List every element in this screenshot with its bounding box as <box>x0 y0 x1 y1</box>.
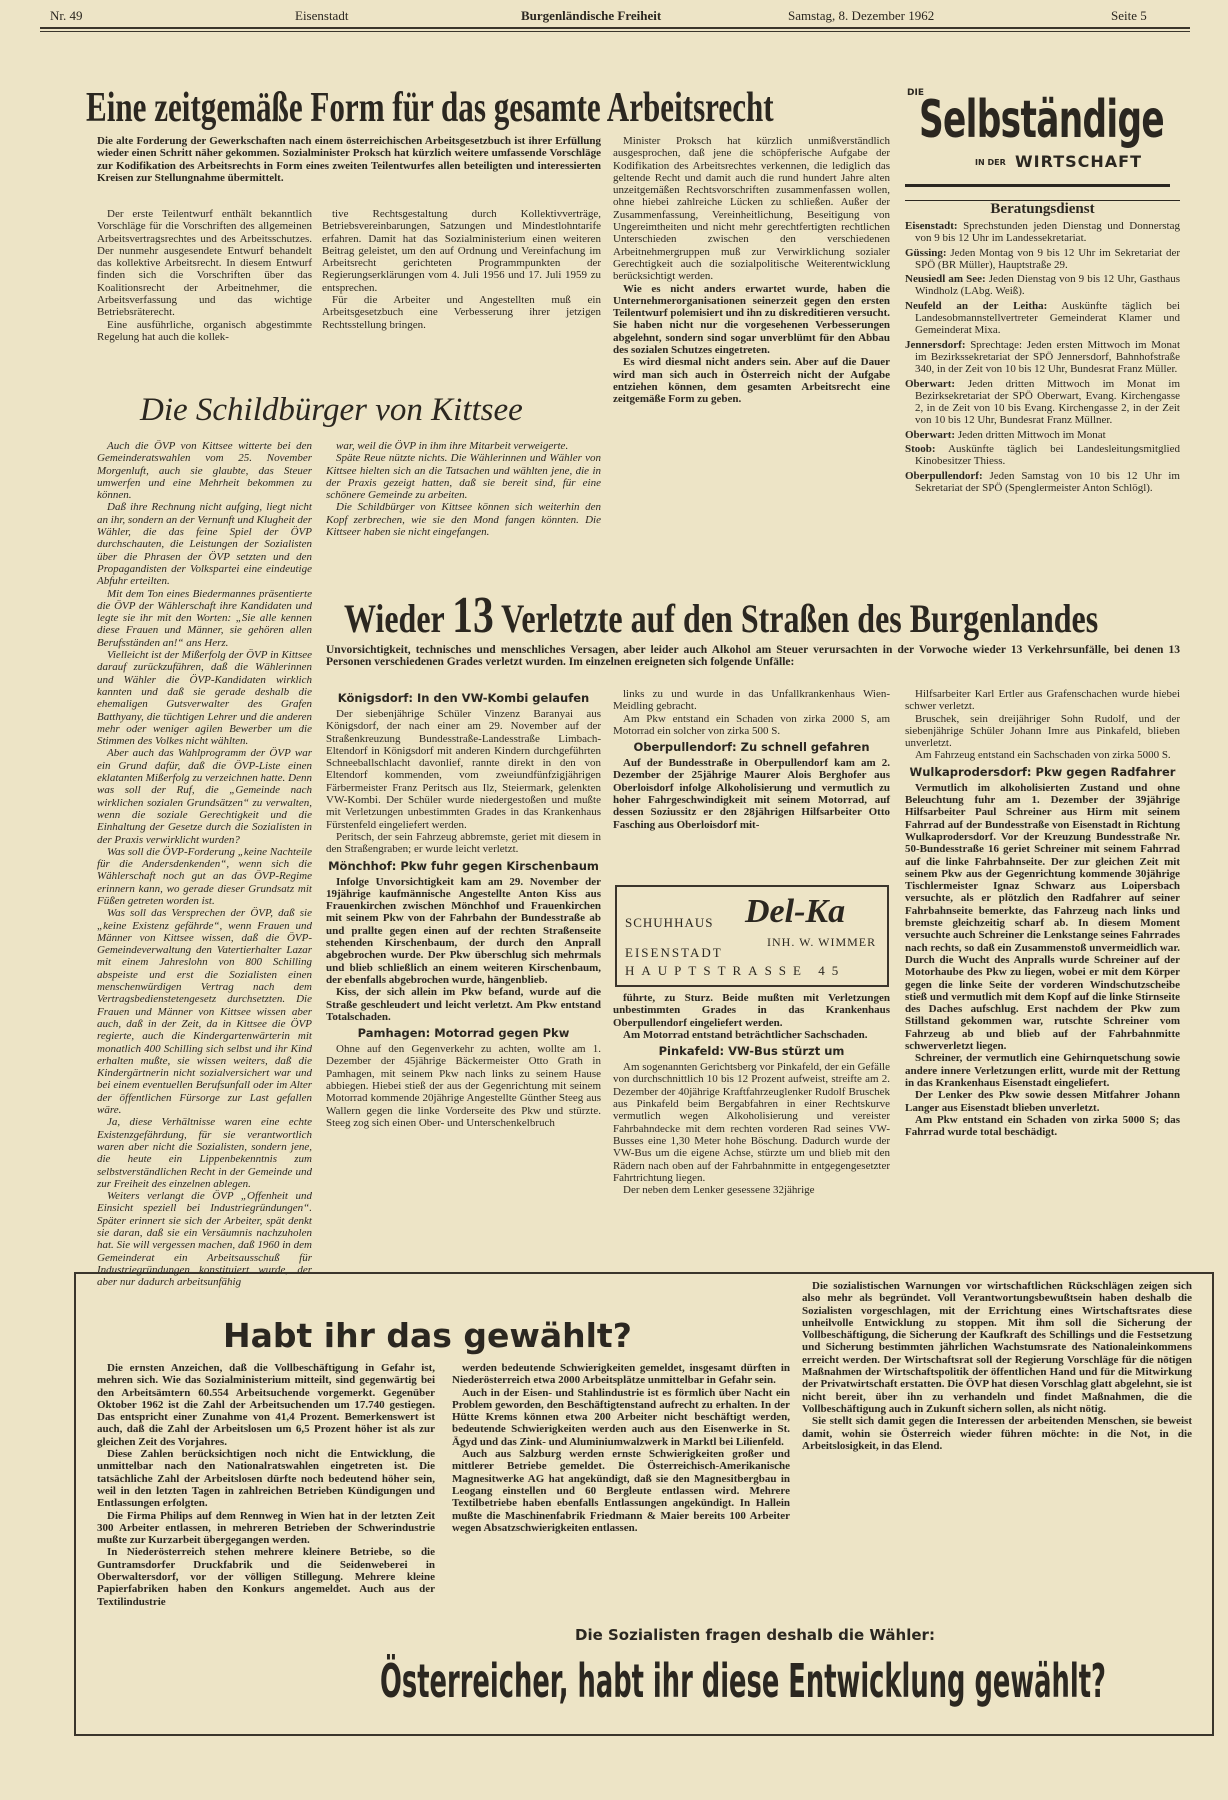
paragraph: Daß ihre Rechnung nicht aufging, liegt nicht an ihr, sondern an der Vernunft und Klugheit der Wähler, die das feine Spiel der ÖVP durchschauten, die Leistungen der Sozialisten über die Phrasen der ÖVP setzten und den Propagandisten der Volkspartei eine eindeutige Abfuhr erteilten. <box>97 501 312 588</box>
advertisement-delka <box>615 885 889 987</box>
paragraph: Die Firma Philips auf dem Rennweg in Wien hat in der letzten Zeit 300 Arbeiter entlassen, in mehreren Betrieben der Schwerindustrie mußte zur Kurzarbeit übergegangen werden. <box>97 1509 435 1547</box>
beratung-entry <box>905 273 1180 298</box>
paragraph: führte, zu Sturz. Beide mußten mit Verletzungen unbestimmten Grades in das Krankenhaus Oberpullendorf eingeliefert werden. <box>613 992 890 1029</box>
gewaehlt-col2 <box>452 1362 790 1624</box>
paragraph: Sie stellt sich damit gegen die Interessen der arbeitenden Menschen, sie beweist damit, wohin sie Österreich wieder führen möchte: in die Not, in die Arbeitslosigkeit, in das Elend. <box>802 1415 1192 1452</box>
header-rule-thin <box>40 31 1190 32</box>
paragraph: Hilfsarbeiter Karl Ertler aus Grafenschachen wurde hiebei schwer verletzt. <box>905 688 1180 713</box>
beratung-text: Jeden Montag von 9 bis 12 Uhr im Sekretariat der SPÖ (BR Müller), Hauptstraße 29. <box>915 246 1180 271</box>
paragraph: Eine ausführliche, organisch abgestimmte Regelung hat auch die kollek- <box>97 318 312 343</box>
paragraph: Ohne auf den Gegenverkehr zu achten, wollte am 1. Dezember der 45jährige Bäckermeister Otto Grath in Pamhagen, mit seinem Pkw nach links zu seinem Hause abbiegen. Hiebei stieß der aus der Gegenrichtung mit seinem Motorrad kommende 20jährige Angestellte Günther Steeg aus Wallern gegen die linke Vorderseite des Pkw und stürzte. Steeg zog sich einen Ober- und Unterschenkelbruch <box>326 1043 601 1129</box>
paragraph: Vielleicht ist der Mißerfolg der ÖVP in Kittsee darauf zurückzuführen, daß die Wählerinnen und Wähler die ÖVP-Kandidaten wirklich kannten und daß sie gerade deshalb die ehemaligen Gutsverwalter des Grafen Batthyany, die tüchtigen Lehrer und die anderen mehr oder weniger agilen Bewerber um die Stimmen des Volkes nicht wählten. <box>97 649 312 748</box>
arbeitsrecht-col2 <box>322 208 601 378</box>
beratung-place: Oberwart: <box>905 377 956 390</box>
paragraph: Auf der Bundesstraße in Oberpullendorf kam am 2. Dezember der 25jährige Maurer Alois Berghofer aus Oberloisdorf infolge Alkoholisierung und vermutlich zu hoher Fahrgeschwindigkeit mit seinem Motorrad, auf dessen Soziussitz er den 28jährigen Hilfsarbeiter Otto Fasching aus Oberloisdorf mit- <box>613 757 890 831</box>
paragraph: Auch aus Salzburg werden ernste Schwierigkeiten großer und mittlerer Betriebe gemeldet. Die Österreichisch-Amerikanische Magnesitwerke AG hat angekündigt, daß sie den Magnesitbergbau in Leogang einstellen und 60 Bergleute entlassen wird. Mehrere Textilbetriebe haben ebenfalls Entlassungen angekündigt. In Hallein mußte die Maschinenfabrik Friedmann & Maier bereits 100 Arbeiter wegen Absatzschwierigkeiten entlassen. <box>452 1448 790 1534</box>
paragraph: Auch die ÖVP von Kittsee witterte bei den Gemeinderatswahlen vom 25. November Morgenluft, auch sie glaubte, das Steuer umwerfen und eine Mehrheit bekommen zu können. <box>97 440 312 502</box>
beratung-text: Jeden Dienstag von 9 bis 12 Uhr, Gasthaus Windholz (LAbg. Weiß). <box>915 273 1181 298</box>
beratung-text: Jeden Samstag von 10 bis 12 Uhr im Sekretariat der SPÖ (Spenglermeister Anton Schlögl). <box>915 469 1180 494</box>
paragraph: Schreiner, der vermutlich eine Gehirnquetschung sowie andere innere Verletzungen erlitt, wurde mit der Rettung in das Krankenhaus Eisenstadt eingeliefert. <box>905 1052 1180 1089</box>
headline-part: Wieder <box>344 596 453 641</box>
beratungsdienst-list <box>905 220 1180 568</box>
gewaehlt-slogan: Österreicher, habt ihr diese Entwicklung gewählt? <box>380 1654 1106 1708</box>
paragraph: Mit dem Ton eines Biedermannes präsentierte die ÖVP der Wählerschaft ihre Kandidaten und legte sie ihr mit den Worten: „Sie alle kennen diese Frauen und Männer, sie gehören allen Berufsständen an!“ ans Herz. <box>97 587 312 649</box>
paragraph: links zu und wurde in das Unfallkrankenhaus Wien-Meidling gebracht. <box>613 688 890 713</box>
logo-wirtschaft: WIRTSCHAFT <box>1015 152 1142 171</box>
arbeitsrecht-col1 <box>97 208 312 378</box>
paragraph: Weiters verlangt die ÖVP „Offenheit und Einsicht speziell bei Industriegründungen“. Später erinnert sie sich der Arbeiter, spät denkt sie daran, daß sie ein Versäumnis nachzuholen hat. Sie will vergessen machen, daß 1960 in dem Gemeinderat ein Arbeitsausschuß für Industriegründungen konstituiert wurde, der aber nur dadurch arbeitsunfähig <box>97 1190 312 1289</box>
subheading: Wulkaprodersdorf: Pkw gegen Radfahrer <box>909 764 1176 779</box>
headline-part: Verletzte auf den Straßen des Burgenlandes <box>493 596 1099 641</box>
headline-kittsee: Die Schildbürger von Kittsee <box>140 392 523 428</box>
issue-number: Nr. 49 <box>50 8 83 23</box>
unfaelle-col-a <box>326 688 601 1260</box>
beratung-place: Güssing: <box>905 246 947 259</box>
paragraph: Die sozialistischen Warnungen vor wirtschaftlichen Rückschlägen zeigen sich also mehr als begründet. Voll Verantwortungsbewußtsein haben deshalb die Sozialisten vorgeschlagen, mit der Errichtung eines Wirtschaftsrates diese unheilvolle Entwicklung zu stoppen. Mit ihm soll die Sicherung der Vollbeschäftigung, die Sicherung der Kaufkraft des Schillings und die Festsetzung und Sicherung bestimmten jährlichen Wachstumsrate des Nationaleinkommens erreicht werden. Der Wirtschaftsrat soll der Regierung Vorschläge für die nötigen Maßnahmen der Wirtschaftspolitik der öffentlichen Hand und für die Mitwirkung der Privatwirtschaft erstatten. Die ÖVP hat diesen Vorschlag glatt abgelehnt, sie ist nicht bereit, über ihn zu verhandeln und findet Maßnahmen, die die Vollbeschäftigung auch in Zukunft sichern sollen, als nicht nötig. <box>802 1280 1192 1415</box>
paragraph: Bruschek, sein dreijähriger Sohn Rudolf, und der siebenjährige Schüler Johann Imre aus Pinkafeld, blieben unverletzt. <box>905 712 1180 750</box>
ad-street: HAUPTSTRASSE 45 <box>625 963 846 978</box>
paragraph: Die Schildbürger von Kittsee können sich weiterhin den Kopf zerbrechen, wie sie den Mond fangen könnten. Die Kittseer haben sie nicht eingefangen. <box>326 501 601 539</box>
subheading: Königsdorf: In den VW-Kombi gelaufen <box>337 691 590 705</box>
beratung-entry <box>905 220 1180 245</box>
ad-shop: SCHUHHAUS <box>625 915 714 930</box>
beratung-text: Sprechstunden jeden Dienstag und Donnerstag von 9 bis 12 Uhr im Landessekretariat. <box>915 220 1180 245</box>
header-rule <box>40 27 1190 29</box>
logo-main: Selbständige <box>919 90 1165 150</box>
subheading: Mönchhof: Pkw fuhr gegen Kirschenbaum <box>328 858 599 873</box>
beratung-entry <box>905 339 1180 376</box>
ad-city: EISENSTADT <box>625 945 723 960</box>
paragraph: Diese Zahlen berücksichtigen noch nicht die Entwicklung, die unmittelbar nach den Nationalratswahlen eingetreten ist. Die tatsächliche Zahl der Arbeitslosen dürfte noch bedeutend höher sein, weil in den letzten Tagen in zahlreichen Betrieben Kündigungen und Entlassungen erfolgten. <box>97 1448 435 1510</box>
headline-gewaehlt: Habt ihr das gewählt? <box>223 1316 632 1355</box>
paragraph: Kiss, der sich allein im Pkw befand, wurde auf die Straße geschleudert und leicht verletzt. Am Pkw entstand Totalschaden. <box>326 986 601 1023</box>
header-place: Eisenstadt <box>295 8 349 23</box>
paragraph: Die ernsten Anzeichen, daß die Vollbeschäftigung in Gefahr ist, mehren sich. Wie das Sozialministerium mitteilt, sind gegenwärtig bei den Arbeitsämtern 60.554 Arbeitsuchende vorgemerkt. Gegenüber Oktober 1962 ist die Zahl der Arbeitsuchenden um 17.740 gestiegen. Das entspricht einer Zunahme von 41,4 Prozent. Bemerkenswert ist auch, daß die Zahl der Arbeitslosen um 6,5 Prozent höher ist als zur gleichen Zeit des Vorjahres. <box>97 1362 435 1448</box>
unfaelle-col-b1 <box>613 688 890 874</box>
headline-number: 13 <box>452 587 494 644</box>
arbeitsrecht-lead: Die alte Forderung der Gewerkschaften nach einem österreichischen Arbeitsgesetzbuch ist ihrer Erfüllung wieder einen Schritt näher gekommen. Sozialminister Proksch hat kürzlich weitere umfassende Vorschläge zur Kodifikation des Arbeitsrechts in Form eines zweiten Teilentwurfes allen beteiligten und interessierten Kreisen zur Stellungnahme übermittelt. <box>97 135 601 184</box>
subheading: Pinkafeld: VW-Bus stürzt um <box>658 1044 845 1059</box>
beratung-place: Oberpullendorf: <box>905 469 983 482</box>
paragraph: Auch in der Eisen- und Stahlindustrie ist es förmlich über Nacht ein Problem geworden, den Beschäftigtenstand aufrecht zu erhalten. In der Hütte Krems können etwa 200 Arbeiter nicht beschäftigt werden, bedeutende Schwierigkeiten werden auch aus den Eisenwerke in St. Ägyd und das Zink- und Aluminiumwalzwerk in Marktl bei Lilienfeld. <box>452 1386 790 1448</box>
gewaehlt-col3 <box>802 1280 1192 1624</box>
selbstaendige-logo <box>905 88 1170 187</box>
paragraph: Der siebenjährige Schüler Vinzenz Baranyai aus Königsdorf, der nach einer am 29. November auf der Straßenkreuzung Bundesstraße-Landesstraße Limbach-Eltendorf in Königsdorf mit anderen Kindern durchgeführten Schneeballschlacht davonlief, rannte direkt in den von Eltendorf kommenden, vom zweiundfünfzigjährigen Färbermeister Franz Peritsch aus Ilz, Steiermark, gelenkten VW-Kombi. Der Schüler wurde niedergestoßen und mußte mit Verletzungen unbestimmten Grades in das Krankenhaus Fürstenfeld eingeliefert werden. <box>326 708 601 831</box>
unfaelle-col-c <box>905 688 1180 1260</box>
paragraph: Wie es nicht anders erwartet wurde, haben die Unternehmerorganisationen seinerzeit gegen den ersten Teilentwurf polemisiert und ihn zu diskreditieren versucht. Sie haben nicht nur die vorgesehenen Verbesserungen abgelehnt, sondern sind sogar unverblümt für den Abbau des sozialen Schutzes eingetreten. <box>613 282 890 357</box>
beratung-place: Stoob: <box>905 443 936 456</box>
arbeitsrecht-col3 <box>613 135 890 567</box>
beratung-text: Jeden dritten Mittwoch im Monat im Bezirksekretariat der SPÖ Oberwart, Evang. Kirchengasse 2, in de Zeit von 10 bis Evang. Kirchengasse 2, in der Zeit von 10 bis 12 Uhr, Bundesrat Franz Müllner. <box>915 377 1180 427</box>
paragraph: Ja, diese Verhältnisse waren eine echte Existenzgefährdung, für sie verantwortlich waren aber nicht die Sozialisten, sondern jene, die heute ein Lippenbekenntnis zum selbstverständlichen Recht in der Gemeinde und zur Freiheit des einzelnen ablegen. <box>97 1116 312 1190</box>
page-number: Seite 5 <box>1111 8 1147 23</box>
logo-die: DIE <box>907 88 924 98</box>
paragraph: Für die Arbeiter und Angestellten muß ein Arbeitsgesetzbuch eine Verbesserung ihrer jetzigen Rechtsstellung bringen. <box>322 294 601 331</box>
beratung-text: Jeden dritten Mittwoch im Monat <box>955 428 1106 441</box>
gewaehlt-question: Die Sozialisten fragen deshalb die Wähler: <box>575 1626 935 1644</box>
logo-in-der: IN DER <box>975 158 1006 167</box>
beratung-text: Auskünfte täglich bei Landesleitungsmitglied Kinobesitzer Thiess. <box>915 443 1180 468</box>
beratung-entry <box>905 470 1180 495</box>
paragraph: Was soll das Versprechen der ÖVP, daß sie „keine Existenz gefährde“, wenn Frauen und Männer von Kittsee wissen, daß die ÖVP-Gemeindeverwaltung den Vatertierhalter Lazar mit einem Jahreslohn von 800 Schilling abspeiste und erst die Sozialisten einen menschenwürdigen Vertrag nach dem Vertragsbedienstetengesetz durchsetzten. Die Frauen und Männer von Kittsee wissen aber auch, daß in der Zeit, da in Kittsee die ÖVP regierte, auch die Kindergartenwärterin mit monatlich 400 Schilling sich selbst und ihr Kind erhalten mußte, sie wissen weiters, daß die Kindergärtnerin nicht sozialversichert war und bei einem eventuellen Berufsunfall oder im Alter der öffentlichen Fürsorge zur Last gefallen wäre. <box>97 907 312 1117</box>
beratung-place: Eisenstadt: <box>905 220 958 232</box>
beratung-place: Neufeld an der Leitha: <box>905 299 1048 312</box>
paragraph: Vermutlich im alkoholisierten Zustand und ohne Beleuchtung fuhr am 1. Dezember der 39jährige Hilfsarbeiter Paul Schreiner aus Hirm mit seinem Fahrrad auf der Bundesstraße von Eisenstadt in Richtung Wulkaprodersdorf. Vor der Kreuzung Bundesstraße Nr. 50-Bundesstraße 16 geriet Schreiner mit seinem Fahrrad auf die linke Fahrbahnseite. Der zur gleichen Zeit mit seinem Pkw aus der Gegenrichtung kommende 30jährige Tischlermeister Ignaz Schwarz aus Loipersbach versuchte, als er plötzlich den Radfahrer auf seiner Fahrbahnseite bemerkte, das Fahrzeug nach links und bremste gleichzeitig scharf ab. In diesem Moment versuchte auch Schreiner die Lenkstange seines Fahrrades nach rechts, so daß ein Zusammenstoß unvermeidlich war. Durch die Wucht des Anpralls wurde Schreiner auf der Motorhaube des Pkw zu liegen, wobei er mit dem Körper gegen die linke Seite der vorderen Windschutzscheibe stieß und vermutlich mit dem Kopf auf die linke Stirnseite des Daches aufschlug. Erst nachdem der Pkw zum Stillstand gekommen war, rutschte Schreiner vom Fahrzeug ab und blieb auf der Fahrbahnmitte schwerverletzt liegen. <box>905 781 1180 1053</box>
headline-unfaelle <box>344 586 1098 645</box>
beratung-text: Auskünfte täglich bei Landesobmannstellvertreter Gemeinderat Klamer und Gemeinderat Mixa. <box>915 299 1180 337</box>
ad-owner: INH. W. WIMMER <box>767 935 877 949</box>
newspaper-name: Burgenländische Freiheit <box>521 8 662 23</box>
paragraph: Es wird diesmal nicht anders sein. Aber auf die Dauer wird man sich auch in Österreich nicht der Aufgabe entziehen können, dem gesamten Arbeitsrecht eine zeitgemäße Form zu geben. <box>613 356 890 406</box>
paragraph: Minister Proksch hat kürzlich unmißverständlich ausgesprochen, daß jene die schöpferische Aufgabe der Kodifikation des Arbeitsrechtes verkennen, die lediglich das geltende Recht und damit auch die rund hundert Jahre alten unzeitgemäßen Rechtsvorschriften zusammenfassen wollen, ohne hiebei zahlreiche Lücken zu schließen. Außer der Zusammenfassung, Vereinheitlichung, Beseitigung von Ungereimtheiten und nicht mehr gerechtfertigten rechtlichen Unterschieden zwischen den verschiedenen Arbeitnehmergruppen muß zur Verwirklichung sozialer Gerechtigkeit auch die sozialpolitische Weiterentwicklung berücksichtigt werden. <box>613 135 890 283</box>
beratung-place: Neusiedl am See: <box>905 273 986 286</box>
paragraph: Am sogenannten Gerichtsberg vor Pinkafeld, der ein Gefälle von durchschnittlich 10 bis 12 Prozent aufweist, streifte am 2. Dezember der 40jährige Kraftfahrzeuglenker Rudolf Bruschek aus Pinkafeld beim Bergabfahren in einer Rechtskurve vermutlich wegen Alkoholisierung und vereister Fahrbahndecke mit dem rechten vorderen Rad seines VW-Busses eine 1,30 Meter hohe Böschung. Dadurch wurde der VW-Bus um die eigene Achse, stürzte um und blieb mit den Rädern nach oben auf der Fahrbahnmitte in entgegengesetzter Fahrtrichtung liegen. <box>613 1061 890 1184</box>
paragraph: Was soll die ÖVP-Forderung „keine Nachteile für die Andersdenkenden“, wenn sich die Wählerschaft noch gut an das ÖVP-Regime erinnern kann, wo gerade dieser Grundsatz mit Füßen getreten worden ist. <box>97 845 312 907</box>
paragraph: Der erste Teilentwurf enthält bekanntlich Vorschläge für die Vorschriften des allgemeinen Arbeitsvertragsrechtes und des Arbeitsschutzes. Der nunmehr ausgesendete Entwurf behandelt das kollektive Arbeitsrecht. In diesem Entwurf finden sich die Vorschriften über das Koalitionsrecht der Arbeitnehmer, die Arbeitsverfassung und das wichtige Betriebsräterecht. <box>97 208 312 319</box>
paragraph: Am Fahrzeug entstand ein Sachschaden von zirka 5000 S. <box>915 749 1171 762</box>
paragraph: Am Pkw entstand ein Schaden von zirka 2000 S, am Motorrad ein solcher von zirka 500 S. <box>613 712 890 737</box>
beratungsdienst-title: Beratungsdienst <box>905 200 1180 218</box>
paragraph: Am Pkw entstand ein Schaden von zirka 5000 S; das Fahrrad wurde total beschädigt. <box>905 1113 1180 1139</box>
paragraph: war, weil die ÖVP in ihm ihre Mitarbeit verweigerte. <box>336 440 569 452</box>
beratung-text: Sprechtage: Jeden ersten Mittwoch im Monat im Bezirkssekretariat der SPÖ Jennersdorf, Bahnhofstraße 340, in der Zeit von 10 bis 12 Uhr, Bundesrat Franz Müller. <box>915 338 1180 376</box>
beratung-entry <box>905 429 1180 441</box>
unfaelle-lead: Unvorsichtigkeit, technisches und menschliches Versagen, aber leider auch Alkohol am Steuer verursachten in der Vorwoche wieder 13 Verkehrsunfälle, bei denen 13 Personen verschiedenen Grades verletzt wurden. Im einzelnen ereigneten sich folgende Unfälle: <box>326 644 1180 669</box>
subheading: Pamhagen: Motorrad gegen Pkw <box>357 1026 570 1041</box>
paragraph: Am Motorrad entstand beträchtlicher Sachschaden. <box>623 1028 868 1041</box>
paragraph: Der Lenker des Pkw sowie dessen Mitfahrer Johann Langer aus Eisenstadt blieben unverletzt. <box>905 1089 1180 1114</box>
paragraph: Späte Reue nützte nichts. Die Wählerinnen und Wähler von Kittsee hielten sich an die Tatsachen und wählten jene, die in der Praxis gezeigt hatten, daß sie bereit sind, für eine schönere Gemeinde zu arbeiten. <box>326 452 601 502</box>
beratung-place: Jennersdorf: <box>905 338 966 351</box>
beratung-entry <box>905 443 1180 468</box>
paragraph: tive Rechtsgestaltung durch Kollektivverträge, Betriebsvereinbarungen, Satzungen und Mindestlohntarife erfahren. Damit hat das Sozialministerium einen weiteren Beitrag geleistet, um den auf Ordnung und Vereinfachung im Arbeitsrecht gerichteten Programmpunkten der Regierungserklärungen vom 4. Juli 1956 und 17. Juli 1959 zu entsprechen. <box>322 208 601 294</box>
beratung-entry <box>905 247 1180 272</box>
subheading: Oberpullendorf: Zu schnell gefahren <box>633 740 870 755</box>
headline-arbeitsrecht: Eine zeitgemäße Form für das gesamte Arbeitsrecht <box>86 85 774 131</box>
ad-brand: Del-Ka <box>745 893 846 930</box>
beratung-entry <box>905 300 1180 337</box>
unfaelle-col-b2 <box>613 992 890 1260</box>
paragraph: Peritsch, der sein Fahrzeug abbremste, geriet mit diesem in den Straßengraben; er wurde leicht verletzt. <box>326 830 601 856</box>
issue-date: Samstag, 8. Dezember 1962 <box>788 8 935 23</box>
beratung-place: Oberwart: <box>905 428 956 441</box>
paragraph: Infolge Unvorsichtigkeit kam am 29. November der 19jährige kaufmännische Angestellte Anton Kiss aus Frauenkirchen zwischen Mönchhof und Frauenkirchen mit seinem Pkw von der Fahrbahn der Bundesstraße ab und prallte gegen einen auf der rechten Straßenseite stehenden Kirschenbaum, der durch den Anprall abgebrochen wurde. Der Pkw überschlug sich mehrmals und blieb schließlich an einem weiteren Kirschenbaum, der ebenfalls abgebrochen wurde, hängenblieb. <box>326 875 601 986</box>
beratung-entry <box>905 378 1180 427</box>
paragraph: Aber auch das Wahlprogramm der ÖVP war ein Grund dafür, daß die ÖVP-Liste einen eklatanten Mißerfolg zu verzeichnen hatte. Denn was soll der Ruf, die „Gemeinde nach wirklichen sozialen Grundsätzen“ zu verwalten, wenn die soziale Gerechtigkeit und die Einhaltung der Gesetze durch die Sozialisten in der Praxis verwirklicht wurden? <box>97 747 312 846</box>
paragraph: In Niederösterreich stehen mehrere kleinere Betriebe, so die Guntramsdorfer Druckfabrik und die Seidenweberei in Oberwaltersdorf, vor der völligen Stillegung. Mehrere kleine Papierfabriken haben den Konkurs angemeldet. Auch aus der Textilindustrie <box>97 1546 435 1608</box>
kittsee-col2 <box>326 440 601 575</box>
paragraph: Der neben dem Lenker gesessene 32jährige <box>623 1184 815 1197</box>
kittsee-col1 <box>97 440 312 1289</box>
paragraph: werden bedeutende Schwierigkeiten gemeldet, insgesamt dürften in Niederösterreich etwa 2000 Arbeitsplätze unmittelbar in Gefahr sein. <box>452 1362 790 1387</box>
